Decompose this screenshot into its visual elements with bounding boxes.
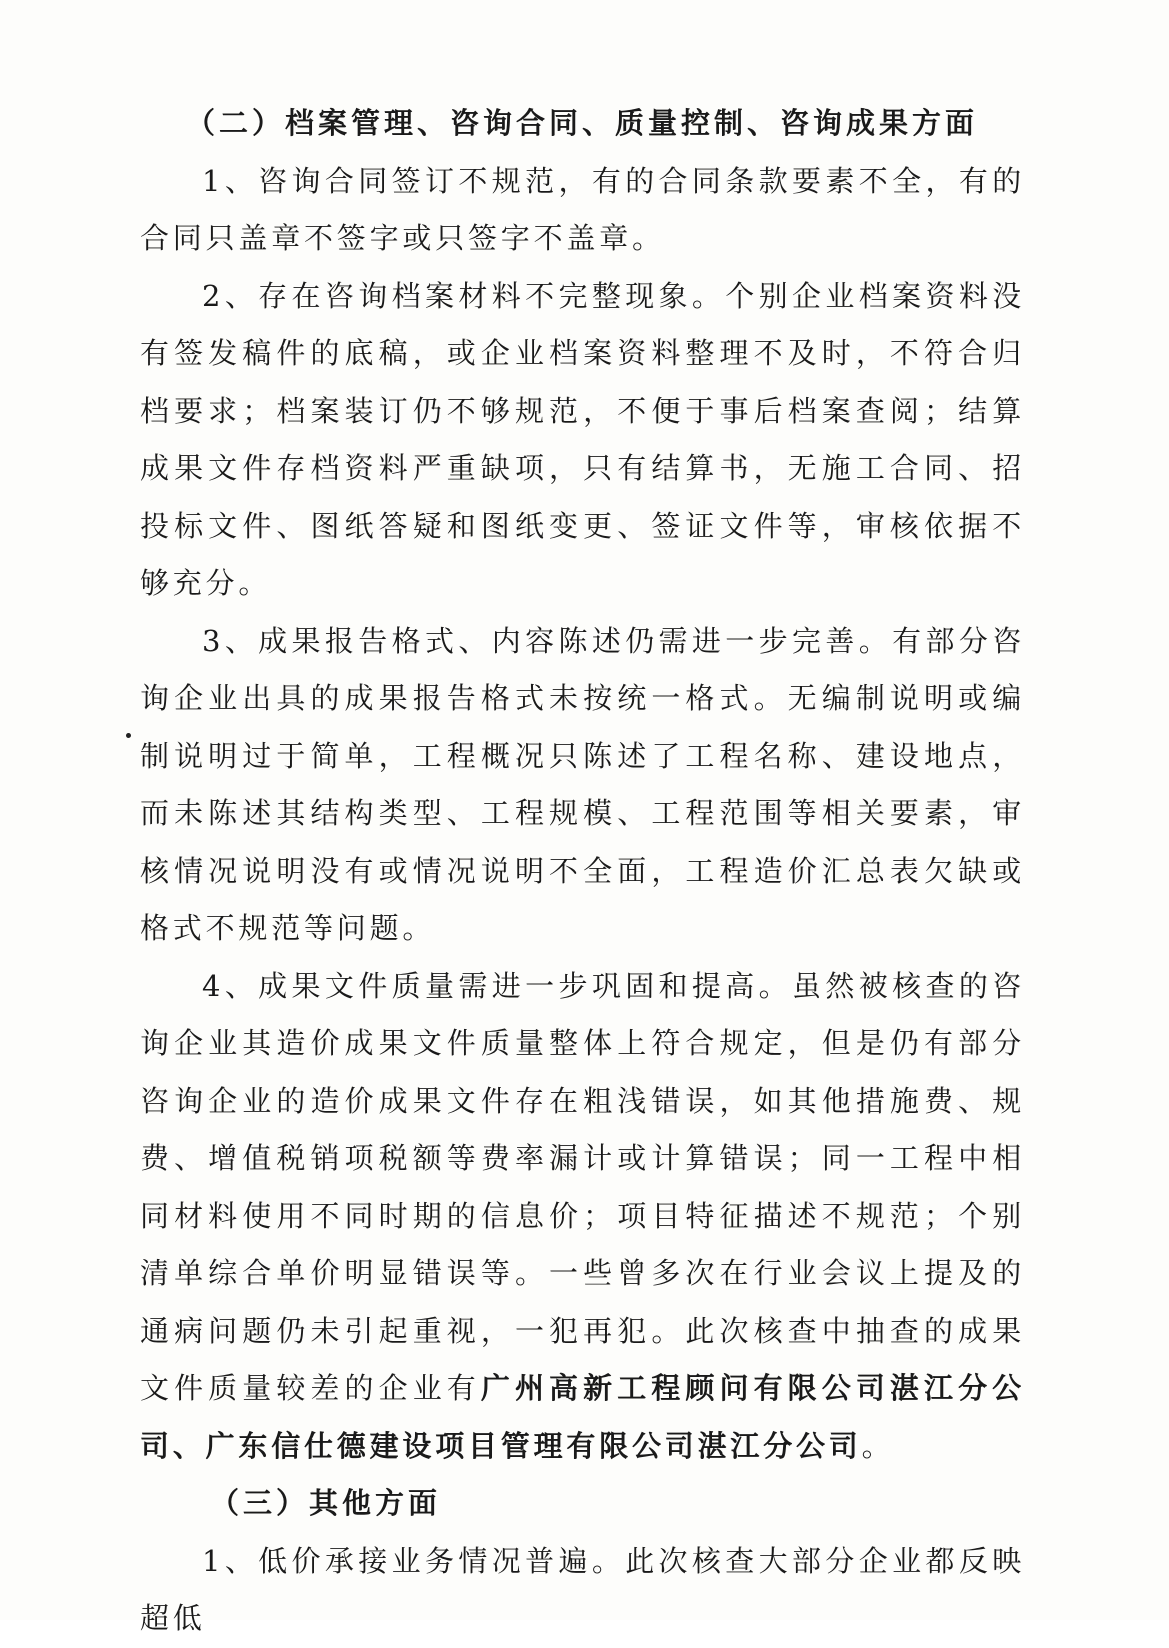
- item-4-company-names: 广州高新工程顾问有限公司湛江分公司、广东信仕德建设项目管理有限公司湛江分公司: [140, 1371, 1025, 1463]
- item-4-text: 4、成果文件质量需进一步巩固和提高。虽然被核查的咨询企业其造价成果文件质量整体上符合规定，但是仍有部分咨询企业的造价成果文件存在粗浅错误，如其他措施费、规费、增值税销项税额等费率漏计或计算错误；同一工程中相同材料使用不同时期的信息价；项目特征描述不规范；个别清单综合单价明显错误等。一些曾多次在行业会议上提及的通病问题仍未引起重视，一犯再犯。此次核查中抽查的成果文件质量较差的企业有: [140, 968, 1025, 1405]
- document-body: [140, 95, 1025, 1648]
- item-3-paragraph: 3、成果报告格式、内容陈述仍需进一步完善。有部分咨询企业出具的成果报告格式未按统一格式。无编制说明或编制说明过于简单，工程概况只陈述了工程名称、建设地点，而未陈述其结构类型、工程规模、工程范围等相关要素，审核情况说明没有或情况说明不全面，工程造价汇总表欠缺或格式不规范等问题。: [140, 623, 1025, 945]
- item-2-paragraph: 2、存在咨询档案材料不完整现象。个别企业档案资料没有签发稿件的底稿，或企业档案资料整理不及时，不符合归档要求；档案装订仍不够规范，不便于事后档案查阅；结算成果文件存档资料严重缺项，只有结算书，无施工合同、招投标文件、图纸答疑和图纸变更、签证文件等，审核依据不够充分。: [140, 278, 1025, 600]
- section-three-heading: （三）其他方面: [210, 1486, 442, 1520]
- item-4-end: 。: [861, 1428, 895, 1463]
- item-4-paragraph: [140, 958, 1025, 1476]
- item-1-paragraph: 1、咨询合同签订不规范，有的合同条款要素不全，有的合同只盖章不签字或只签字不盖章。: [140, 163, 1025, 255]
- other-item-1-paragraph: 1、低价承接业务情况普遍。此次核查大部分企业都反映超低: [140, 1543, 1025, 1635]
- section-two-heading: （二）档案管理、咨询合同、质量控制、咨询成果方面: [186, 106, 979, 140]
- scan-speck: [126, 733, 131, 738]
